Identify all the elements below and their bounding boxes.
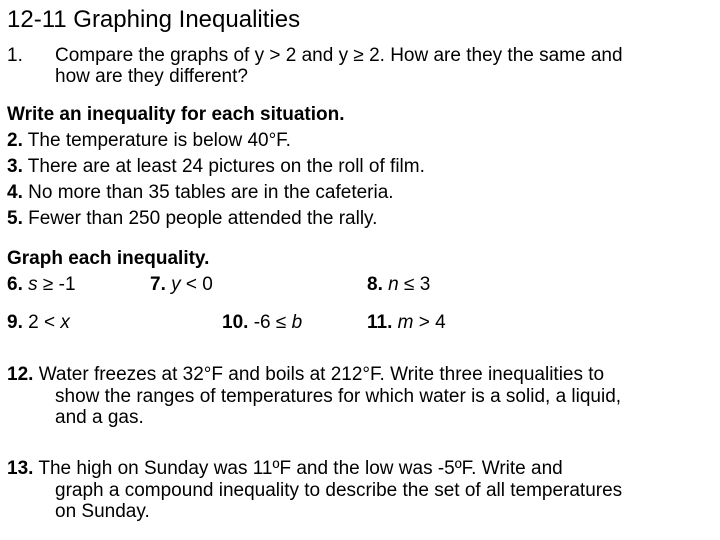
q6: 6. s ≥ -1	[7, 274, 76, 295]
q1-line1: Compare the graphs of y > 2 and y ≥ 2. How are they the same and	[55, 45, 623, 66]
q9: 9. 2 < x	[7, 312, 70, 333]
q2: 2. The temperature is below 40°F.	[7, 130, 291, 151]
q13-line2: graph a compound inequality to describe the set of all temperatures	[55, 480, 623, 501]
q5: 5. Fewer than 250 people attended the rally.	[7, 208, 378, 229]
q4: 4. No more than 35 tables are in the cafeteria.	[7, 182, 394, 203]
q13-line1: 13. The high on Sunday was 11ºF and the low was -5ºF. Write and	[7, 458, 563, 479]
q13-line3: on Sunday.	[55, 501, 150, 522]
q1-line2: how are they different?	[55, 66, 248, 87]
q7: 7. y < 0	[150, 274, 213, 295]
q8: 8. n ≤ 3	[367, 274, 431, 295]
q12-line1: 12. Water freezes at 32°F and boils at 212°F. Write three inequalities to	[7, 364, 605, 385]
graph-heading: Graph each inequality.	[7, 248, 210, 269]
q10: 10. -6 ≤ b	[222, 312, 303, 333]
q11: 11. m > 4	[367, 312, 446, 333]
write-heading: Write an inequality for each situation.	[7, 104, 345, 125]
q3: 3. There are at least 24 pictures on the roll of film.	[7, 156, 425, 177]
q1-number: 1.	[7, 45, 23, 66]
page-title: 12-11 Graphing Inequalities	[7, 6, 301, 33]
q12-line3: and a gas.	[55, 407, 144, 428]
q12-line2: show the ranges of temperatures for which water is a solid, a liquid,	[55, 386, 622, 407]
